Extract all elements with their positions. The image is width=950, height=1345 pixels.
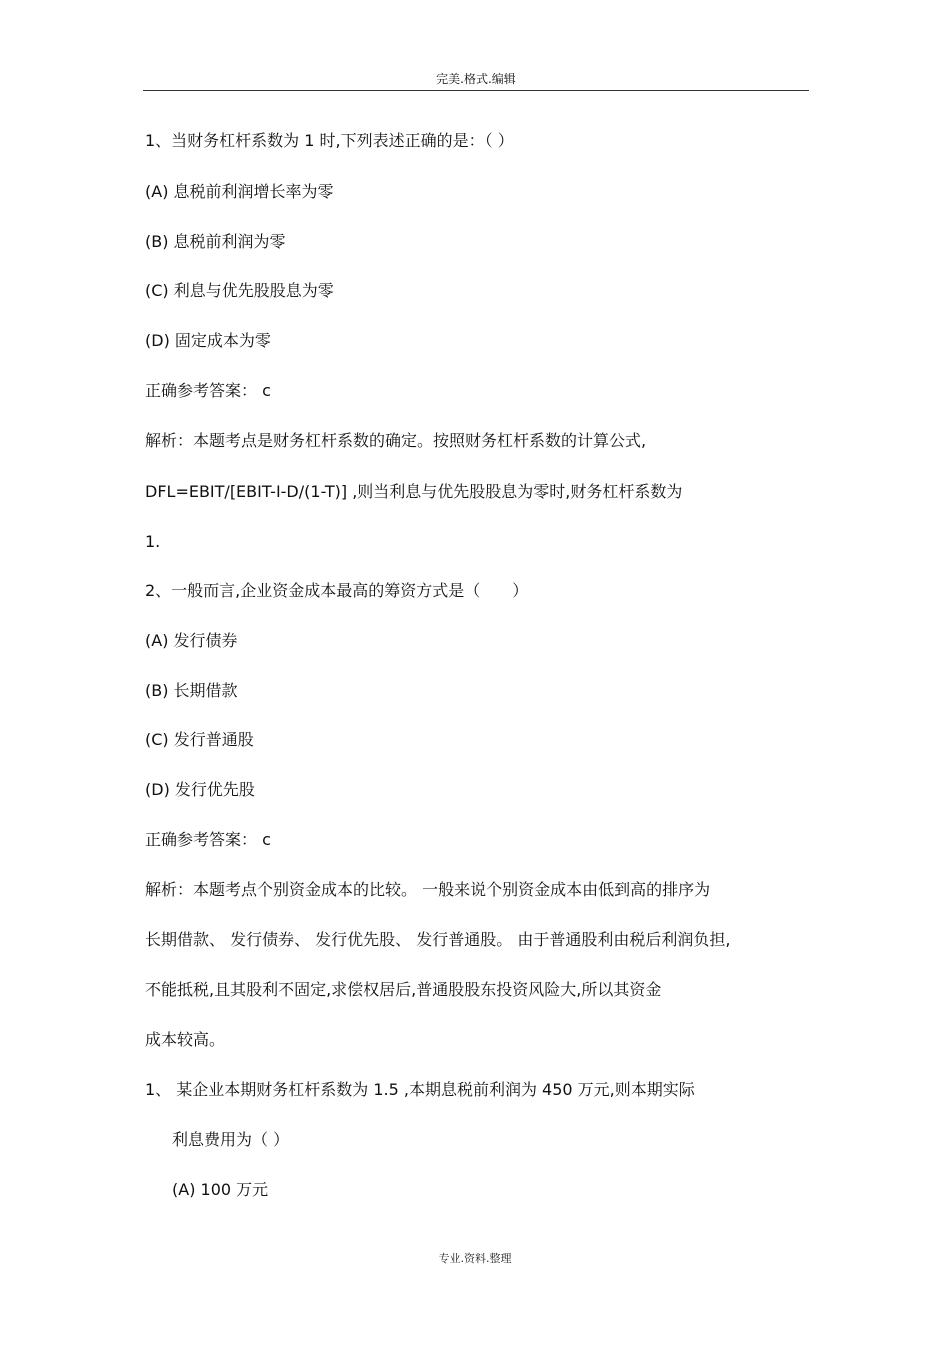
q1-option-c: (C) 利息与优先股股息为零	[145, 281, 334, 300]
q1-option-a: (A) 息税前利润增长率为零	[145, 182, 334, 201]
q1-option-d: (D) 固定成本为零	[145, 331, 271, 350]
q2-option-c: (C) 发行普通股	[145, 730, 254, 749]
q3-question: 1、 某企业本期财务杠杆系数为 1.5 ,本期息税前利润为 450 万元,则本期实际	[145, 1080, 695, 1099]
q2-question: 2、一般而言,企业资金成本最高的筹资方式是（ ）	[145, 581, 529, 600]
q2-explanation-line: 解析：本题考点个别资金成本的比较。 一般来说个别资金成本由低到高的排序为	[145, 880, 711, 899]
page-header	[143, 70, 809, 91]
q3-option-a: (A) 100 万元	[172, 1180, 269, 1199]
q1-explanation-line: DFL=EBIT/[EBIT-I-D/(1-T)] ,则当利息与优先股股息为零时,财务杠杆系数为	[145, 482, 683, 501]
q2-option-a: (A) 发行债券	[145, 631, 238, 650]
q2-explanation-line: 长期借款、 发行债券、 发行优先股、 发行普通股。 由于普通股利由税后利润负担,	[145, 930, 731, 949]
q3-question-continued: 利息费用为（ ）	[172, 1130, 290, 1149]
q1-explanation-line: 1.	[145, 532, 161, 551]
q1-question: 1、当财务杠杆系数为 1 时,下列表述正确的是：（ ）	[145, 131, 514, 150]
q2-explanation-line: 成本较高。	[145, 1030, 226, 1049]
page-footer: 专业.资料.整理	[438, 1252, 512, 1265]
q1-answer: 正确参考答案： c	[145, 381, 271, 400]
q2-answer: 正确参考答案： c	[145, 830, 271, 849]
q1-option-b: (B) 息税前利润为零	[145, 232, 286, 251]
q1-explanation-line: 解析：本题考点是财务杠杆系数的确定。按照财务杠杆系数的计算公式,	[145, 431, 647, 450]
q2-explanation-line: 不能抵税,且其股利不固定,求偿权居后,普通股股东投资风险大,所以其资金	[145, 980, 662, 999]
q2-option-b: (B) 长期借款	[145, 681, 238, 700]
header-title: 完美.格式.编辑	[436, 72, 516, 86]
q2-option-d: (D) 发行优先股	[145, 780, 255, 799]
